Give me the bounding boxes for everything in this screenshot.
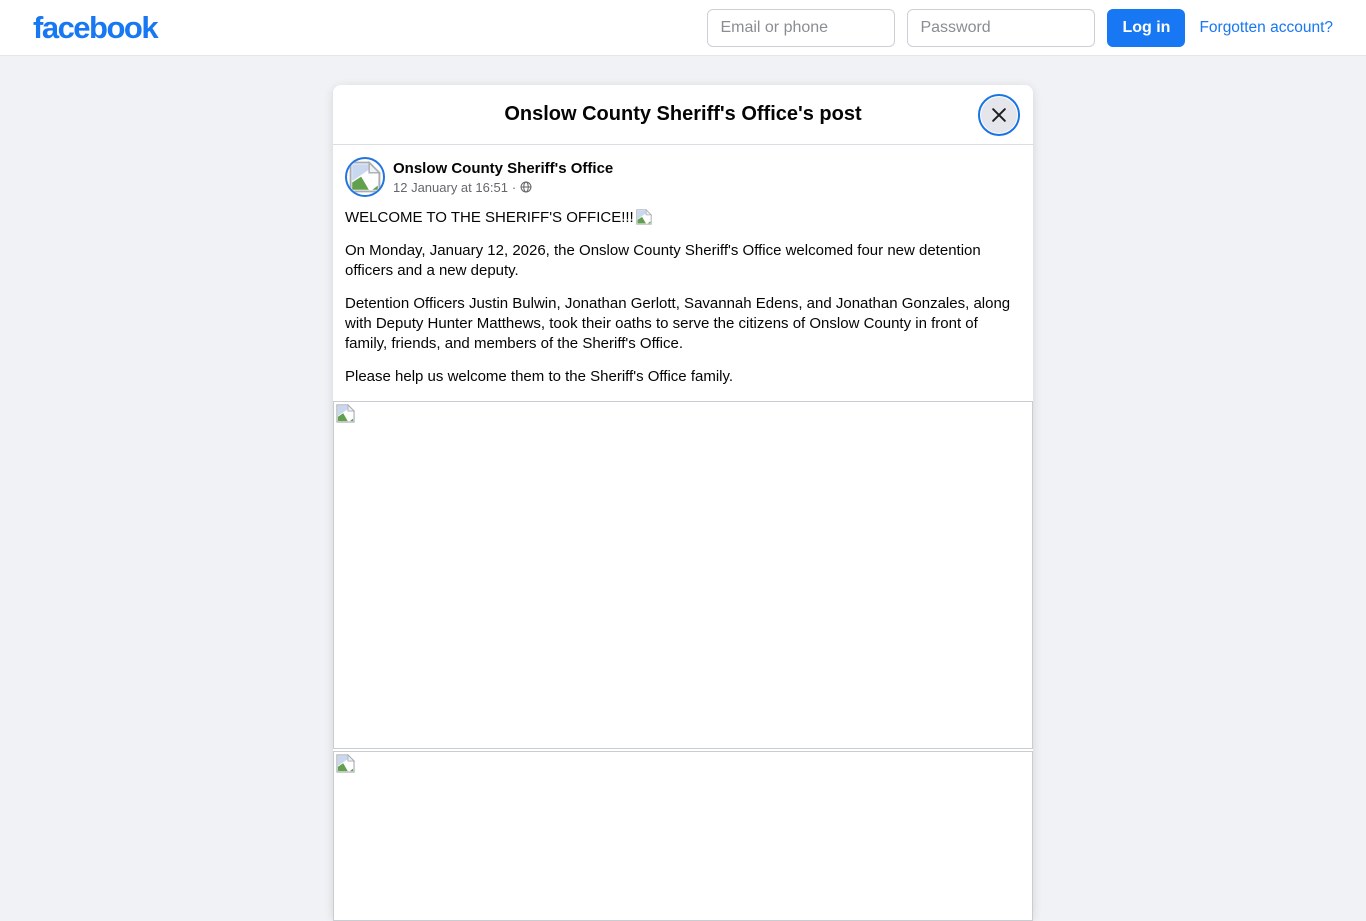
- close-button[interactable]: [981, 97, 1017, 133]
- facebook-logo[interactable]: facebook: [33, 9, 158, 45]
- globe-icon: [520, 181, 532, 193]
- meta-separator: ·: [511, 179, 517, 195]
- email-input[interactable]: [707, 9, 895, 47]
- modal-title: Onslow County Sheriff's Office's post: [504, 103, 862, 125]
- forgot-account-link[interactable]: Forgotten account?: [1199, 18, 1333, 36]
- broken-image-icon: [636, 209, 652, 225]
- post-paragraph: On Monday, January 12, 2026, the Onslow County Sheriff's Office welcomed four new detention officers and a new deputy.: [345, 242, 981, 279]
- post-paragraph: Detention Officers Justin Bulwin, Jonathan Gerlott, Savannah Edens, and Jonathan Gonzales, along with Deputy Hunter Matthews, took their oaths to serve the citizens of Onslow County in front of family, friends, and members of the Sheriff's Office.: [345, 295, 1011, 352]
- broken-image-icon: [336, 754, 355, 773]
- login-form: [707, 9, 1333, 47]
- post-header-text: [393, 160, 613, 195]
- login-button[interactable]: Log in: [1107, 9, 1185, 47]
- post-text: [345, 208, 1021, 387]
- password-input[interactable]: [907, 9, 1095, 47]
- post-modal: [333, 85, 1033, 921]
- modal-header: [333, 85, 1033, 145]
- broken-image-icon: [349, 161, 381, 193]
- top-nav: [0, 0, 1366, 56]
- post-author[interactable]: Onslow County Sheriff's Office: [393, 159, 614, 177]
- post-paragraph: [345, 208, 1021, 228]
- post: [333, 145, 1033, 401]
- post-meta: [393, 180, 613, 195]
- post-paragraph: Please help us welcome them to the Sheriff's Office family.: [345, 368, 734, 385]
- post-header: [345, 157, 1021, 197]
- post-image-broken-2[interactable]: [333, 751, 1033, 921]
- post-image-broken-1[interactable]: [333, 401, 1033, 749]
- post-timestamp[interactable]: 12 January at 16:51: [393, 179, 508, 195]
- avatar[interactable]: [345, 157, 385, 197]
- broken-image-icon: [336, 404, 355, 423]
- close-icon: [990, 106, 1008, 124]
- post-paragraph-text: WELCOME TO THE SHERIFF'S OFFICE!!!: [345, 209, 634, 226]
